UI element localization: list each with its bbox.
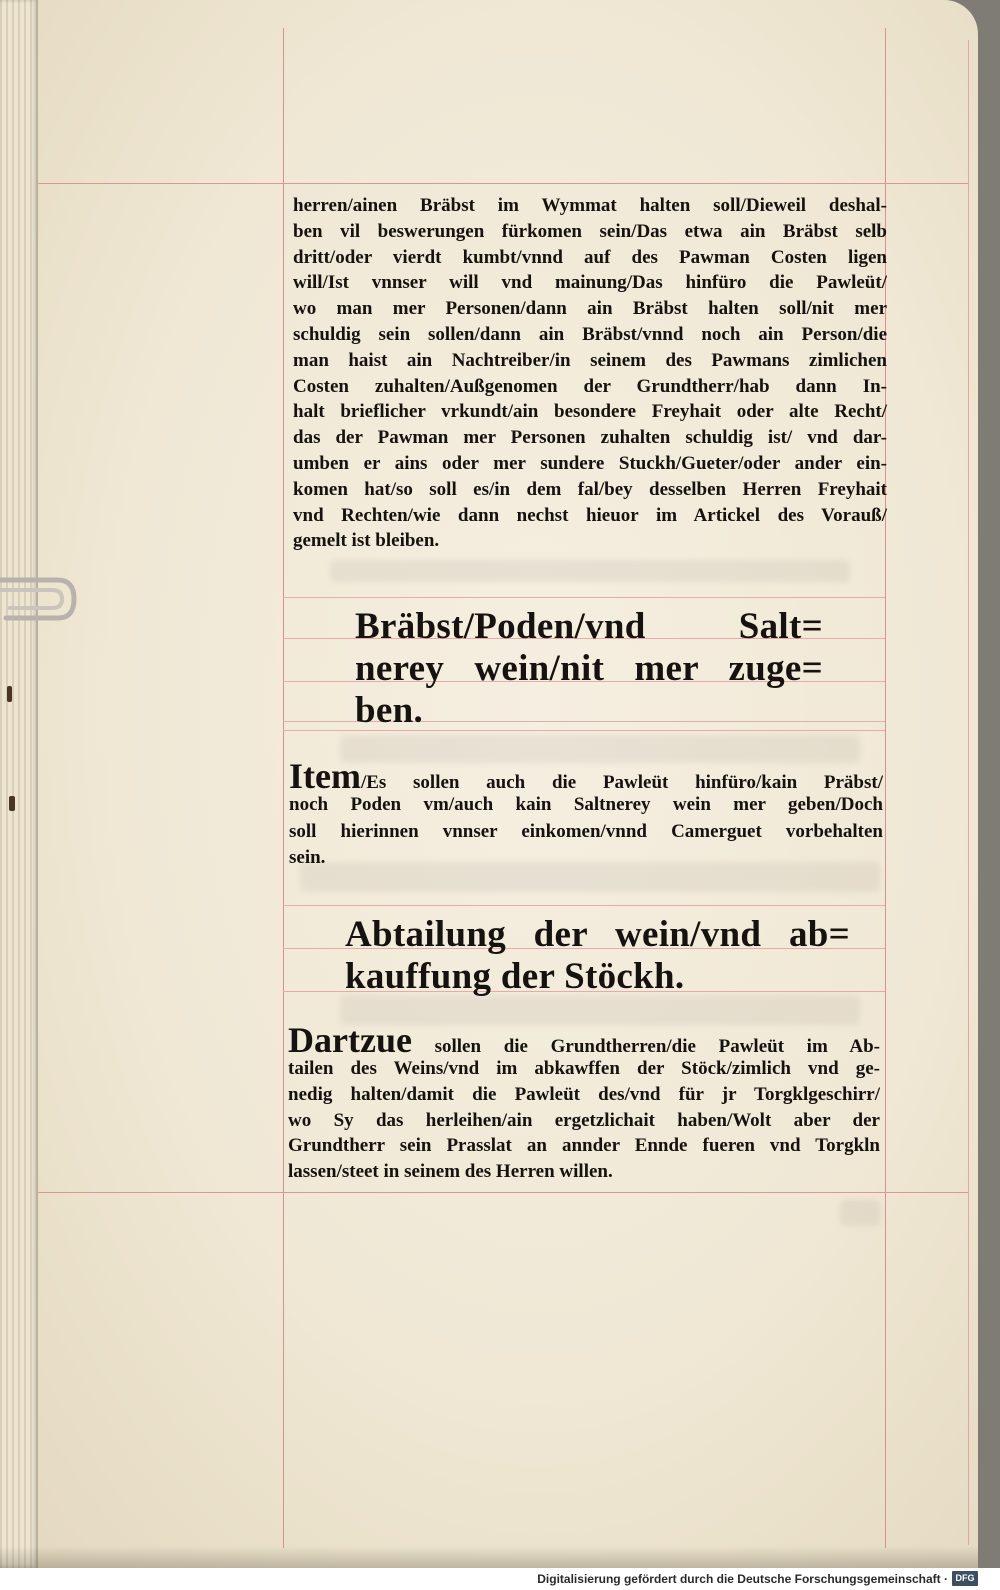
funding-credit: Digitalisierung gefördert durch die Deutsche Forschungsgemeinschaft ·	[537, 1572, 948, 1586]
paragraph-1	[293, 193, 887, 554]
text-line: nedig halten/damit die Pawleüt des/vnd für jr Torgklgeschirr/	[288, 1083, 880, 1105]
red-rule-horizontal	[283, 597, 885, 598]
bleed-through-shadow	[340, 735, 860, 763]
text-line: dritt/oder vierdt kumbt/vnnd auf des Pawman Costen ligen	[293, 246, 887, 268]
text-line: ben vil beswerungen fürkomen sein/Das etwa ain Bräbst selb	[293, 220, 887, 242]
red-rule-vertical	[968, 40, 969, 1545]
text-line: sein.	[289, 847, 326, 868]
ink-speck	[9, 796, 15, 811]
bleed-through-shadow	[330, 560, 850, 582]
section-heading-1	[355, 606, 823, 732]
paper-clip-icon	[0, 570, 80, 628]
page-bottom-shadow	[0, 1546, 978, 1568]
ink-speck	[7, 686, 12, 702]
text-line: Grundtherr sein Prasslat an annder Ennde fueren vnd Torgkln	[288, 1135, 880, 1157]
text-line: will/Ist vnnser will vnd mainung/Das hinfüro die Pawleüt/	[293, 272, 887, 294]
text-line: Costen zuhalten/Außgenomen der Grundtherr/hab dann In-	[293, 375, 887, 397]
text-line: man haist ain Nachtreiber/in seinem des Pawmans zimlichen	[293, 349, 887, 371]
heading-line: kauffung der Stöckh.	[345, 956, 685, 997]
text-line: /Es sollen auch die Pawleüt hinfüro/kain Präbst/	[360, 772, 883, 792]
text-line: komen hat/so soll es/in dem fal/bey desselben Herren Freyhait	[293, 478, 887, 500]
text-line: wo Sy das herleihen/ain ergetzlichait haben/Wolt aber der	[288, 1109, 880, 1131]
text-line: vnd Rechten/wie dann nechst hieuor im Artickel des Vorauß/	[293, 504, 887, 526]
initial-word: Dartzue	[288, 1024, 412, 1056]
heading-line: Bräbst/Poden/vnd Salt=	[355, 606, 823, 647]
red-rule-horizontal	[283, 905, 885, 906]
initial-word: Item	[289, 760, 361, 792]
first-line	[289, 760, 883, 792]
text-line: wo man mer Personen/dann ain Bräbst halten soll/nit mer	[293, 298, 887, 320]
text-line: schuldig sein sollen/dann ain Bräbst/vnnd noch ain Person/die	[293, 323, 887, 345]
red-rule-horizontal	[38, 1192, 968, 1193]
text-line: soll hierinnen vnnser einkomen/vnnd Camerguet vorbehalten	[289, 820, 883, 842]
text-line: halt brieflicher vrkundt/ain besondere Freyhait oder alte Recht/	[293, 401, 887, 423]
bleed-through-shadow	[340, 995, 860, 1025]
text-line: gemelt ist bleiben.	[293, 530, 440, 552]
bleed-through-shadow	[840, 1200, 880, 1226]
paragraph-3	[288, 1024, 880, 1185]
dfg-logo: DFG	[952, 1571, 978, 1586]
text-line: tailen des Weins/vnd im abkawffen der Stöck/zimlich vnd ge-	[288, 1058, 880, 1079]
red-rule-horizontal	[38, 183, 968, 184]
text-line: sollen die Grundtherren/die Pawleüt im Ab-	[411, 1036, 880, 1056]
text-line: noch Poden vm/auch kain Saltnerey wein mer geben/Doch	[289, 794, 883, 815]
heading-line: nerey wein/nit mer zuge=	[355, 648, 823, 689]
text-line: lassen/steet in seinem des Herren willen.	[288, 1161, 613, 1183]
heading-line: ben.	[355, 690, 424, 731]
digitization-footer	[0, 1568, 1000, 1590]
text-line: herren/ainen Bräbst im Wymmat halten soll/Dieweil deshal-	[293, 195, 887, 216]
section-heading-2	[345, 914, 850, 998]
paragraph-2	[289, 760, 883, 872]
page-edge-stack	[0, 0, 38, 1568]
text-line: umben er ains oder mer sundere Stuckh/Gueter/oder ander ein-	[293, 452, 887, 474]
red-rule-vertical	[283, 28, 284, 1548]
text-line: das der Pawman mer Personen zuhalten schuldig ist/ vnd dar-	[293, 427, 887, 449]
first-line	[288, 1024, 880, 1056]
heading-line: Abtailung der wein/vnd ab=	[345, 914, 850, 955]
